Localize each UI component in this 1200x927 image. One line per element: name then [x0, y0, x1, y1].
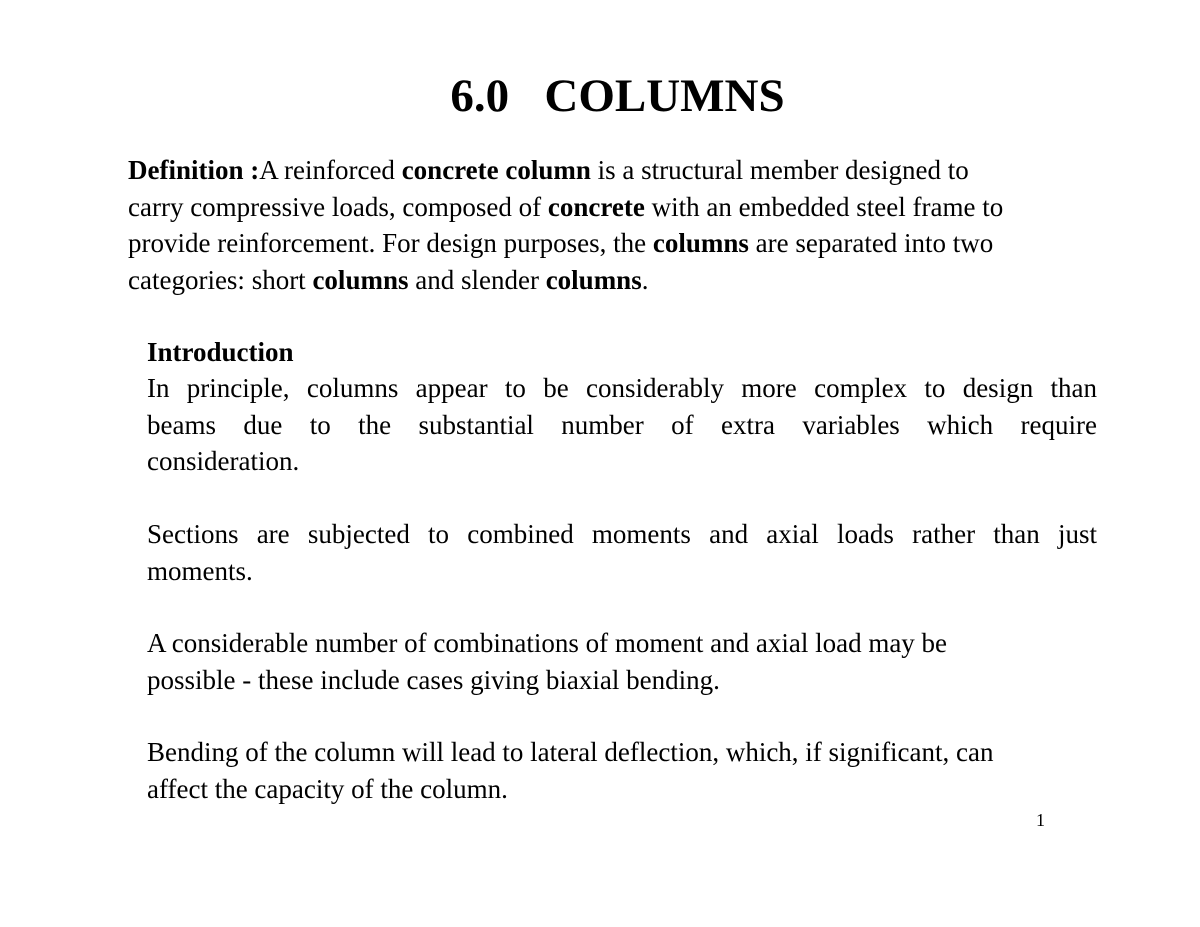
paragraph-line: A considerable number of combinations of moment and axial load may be: [147, 628, 948, 658]
definition-text: A reinforced: [259, 155, 402, 185]
paragraph-line: In principle, columns appear to be considerably more complex to design than: [147, 373, 1097, 403]
definition-emphasis: columns: [312, 264, 409, 295]
definition-line-4: [128, 262, 1128, 299]
definition-line-1: [128, 152, 1128, 189]
slide-title: 6.0 COLUMNS: [450, 70, 785, 122]
definition-emphasis: concrete: [547, 191, 645, 222]
paragraph-line: Sections are subjected to combined moments and axial loads rather than just: [147, 519, 1097, 549]
definition-emphasis: columns: [652, 228, 749, 258]
definition-text: carry compressive loads, composed of: [128, 191, 548, 222]
definition-text: is a structural member designed to: [590, 155, 969, 185]
definition-paragraph: [128, 152, 1128, 298]
page-number: 1: [1036, 810, 1045, 830]
definition-text: are separated into two: [748, 228, 994, 258]
definition-text: provide reinforcement. For design purposes, the: [128, 228, 653, 258]
definition-label: Definition :: [128, 155, 260, 185]
paragraph-line: moments.: [147, 555, 253, 586]
definition-line-2: [128, 189, 1128, 226]
intro-paragraph-3: [147, 625, 1097, 698]
paragraph-line: Bending of the column will lead to lateral deflection, which, if significant, can: [147, 737, 994, 767]
paragraph-line: possible - these include cases giving biaxial bending.: [147, 664, 720, 695]
definition-text: and slender: [408, 264, 546, 295]
intro-paragraph-4: [147, 734, 1097, 807]
definition-text: .: [641, 264, 649, 295]
definition-line-3: [128, 225, 1128, 262]
definition-text: categories: short: [128, 264, 313, 295]
introduction-heading: Introduction: [147, 337, 294, 367]
definition-emphasis: columns: [545, 264, 642, 295]
intro-paragraph-1: [147, 370, 1097, 480]
definition-text: with an embedded steel frame to: [644, 191, 1004, 222]
paragraph-line: consideration.: [147, 446, 300, 476]
paragraph-line: beams due to the substantial number of extra variables which require: [147, 409, 1097, 440]
definition-emphasis: concrete column: [401, 155, 591, 185]
paragraph-line: affect the capacity of the column.: [147, 773, 508, 804]
intro-paragraph-2: [147, 516, 1097, 589]
